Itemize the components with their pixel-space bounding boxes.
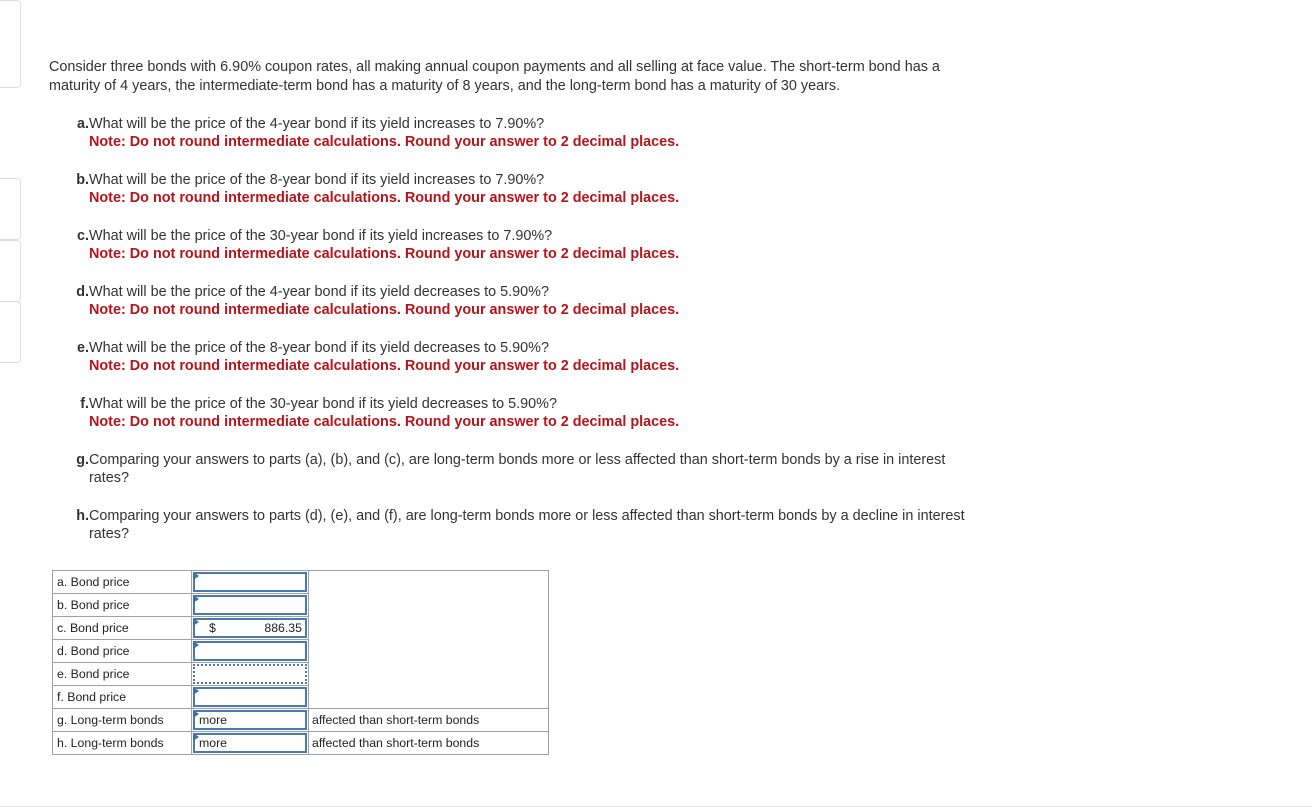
- side-panel-tab-2[interactable]: [0, 178, 21, 240]
- question-text: What will be the price of the 4-year bond if its yield decreases to 5.90%?: [89, 284, 549, 300]
- question-a: [72, 115, 992, 151]
- question-note: Note: Do not round intermediate calculations. Round your answer to 2 decimal places.: [89, 358, 680, 374]
- question-text: Comparing your answers to parts (d), (e), and (f), are long-term bonds more or less affected than short-term bonds by a decline in interest rates?: [89, 508, 965, 542]
- question-letter: b.: [76, 172, 89, 188]
- question-text: What will be the price of the 4-year bond if its yield increases to 7.90%?: [89, 116, 545, 132]
- long-term-rise-select[interactable]: [193, 710, 307, 730]
- problem-intro: Consider three bonds with 6.90% coupon rates, all making annual coupon payments and all selling at face value. The short-term bond has a maturity of 4 years, the intermediate-term bond has a maturity of 8 years, and the long-term bond has a maturity of 30 years.: [49, 59, 940, 94]
- question-letter: g.: [76, 452, 89, 468]
- answer-label: h. Long-term bonds: [53, 732, 192, 755]
- answer-row-a: [53, 571, 549, 594]
- question-note: Note: Do not round intermediate calculations. Round your answer to 2 decimal places.: [89, 190, 680, 206]
- question-text: What will be the price of the 30-year bond if its yield increases to 7.90%?: [89, 228, 553, 244]
- side-panel-tab-4[interactable]: [0, 301, 21, 363]
- flag-icon: [193, 641, 199, 649]
- flag-icon: [193, 572, 199, 580]
- flag-icon: [193, 618, 199, 626]
- bond-price-c-input[interactable]: [193, 618, 307, 638]
- answer-row-h: [53, 732, 549, 755]
- flag-icon: [193, 687, 199, 695]
- question-c: [72, 227, 992, 263]
- question-letter: c.: [76, 228, 89, 244]
- answer-label: d. Bond price: [53, 640, 192, 663]
- currency-symbol: $: [209, 621, 216, 635]
- question-f: [72, 395, 992, 431]
- flag-icon: [193, 595, 199, 603]
- side-panel-tab-1[interactable]: [0, 0, 21, 88]
- question-text: What will be the price of the 8-year bond if its yield increases to 7.90%?: [89, 172, 545, 188]
- question-letter: f.: [80, 396, 89, 412]
- side-panel-tab-3[interactable]: [0, 240, 21, 302]
- answer-row-g: [53, 709, 549, 732]
- question-h: [72, 507, 992, 543]
- question-letter: e.: [76, 340, 89, 356]
- bond-price-f-input[interactable]: [193, 687, 307, 707]
- question-d: [72, 283, 992, 319]
- question-text: What will be the price of the 8-year bond if its yield decreases to 5.90%?: [89, 340, 549, 356]
- question-b: [72, 171, 992, 207]
- answer-label: e. Bond price: [53, 663, 192, 686]
- flag-icon: [193, 710, 199, 718]
- answer-label: c. Bond price: [53, 617, 192, 640]
- question-note: Note: Do not round intermediate calculations. Round your answer to 2 decimal places.: [89, 246, 680, 262]
- selected-value: more: [199, 736, 228, 750]
- question-g: [72, 451, 992, 487]
- bond-price-c-value: 886.35: [264, 621, 302, 635]
- long-term-decline-select[interactable]: [193, 733, 307, 753]
- answer-label: f. Bond price: [53, 686, 192, 709]
- flag-icon: [193, 733, 199, 741]
- question-letter: d.: [76, 284, 89, 300]
- question-letter: h.: [76, 508, 89, 524]
- answer-label: b. Bond price: [53, 594, 192, 617]
- bond-price-b-input[interactable]: [193, 595, 307, 615]
- bond-price-e-input[interactable]: [193, 664, 307, 684]
- question-text: What will be the price of the 30-year bond if its yield decreases to 5.90%?: [89, 396, 557, 412]
- divider: [0, 806, 1312, 807]
- answer-label: a. Bond price: [53, 571, 192, 594]
- question-e: [72, 339, 992, 375]
- question-text: Comparing your answers to parts (a), (b), and (c), are long-term bonds more or less affected than short-term bonds by a rise in interest rates?: [89, 452, 946, 486]
- answer-table: [52, 570, 549, 755]
- question-note: Note: Do not round intermediate calculations. Round your answer to 2 decimal places.: [89, 302, 680, 318]
- answer-suffix: affected than short-term bonds: [309, 709, 549, 732]
- answer-suffix: affected than short-term bonds: [309, 732, 549, 755]
- question-note: Note: Do not round intermediate calculations. Round your answer to 2 decimal places.: [89, 134, 680, 150]
- bond-price-d-input[interactable]: [193, 641, 307, 661]
- question-letter: a.: [76, 116, 89, 132]
- question-note: Note: Do not round intermediate calculations. Round your answer to 2 decimal places.: [89, 414, 680, 430]
- bond-price-a-input[interactable]: [193, 572, 307, 592]
- answer-label: g. Long-term bonds: [53, 709, 192, 732]
- selected-value: more: [199, 713, 228, 727]
